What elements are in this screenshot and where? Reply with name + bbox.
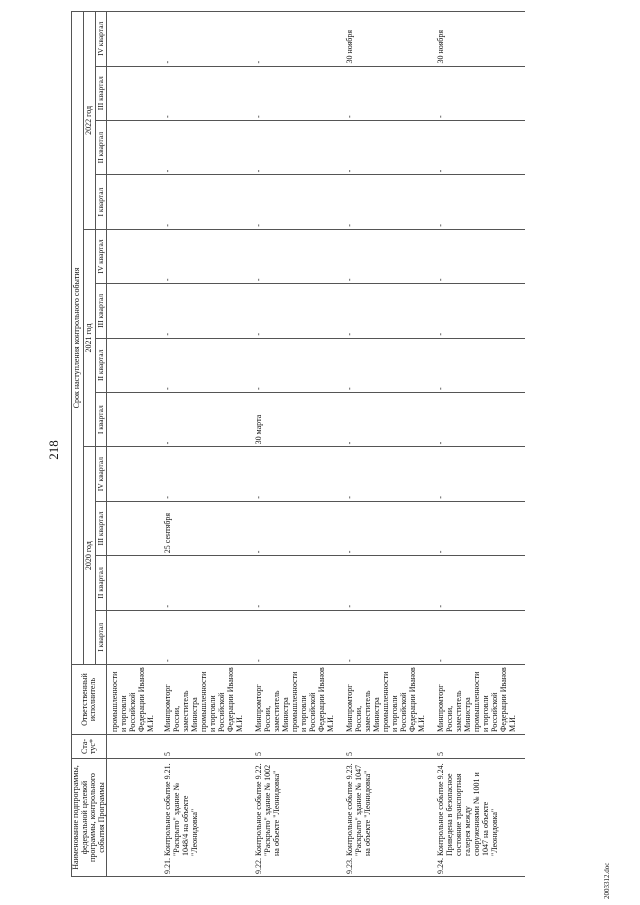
event-status: 5: [252, 735, 343, 759]
quarter-value: -: [161, 229, 252, 283]
quarter-value: -: [252, 447, 343, 501]
header-quarter: IV квартал: [95, 12, 106, 67]
event-name-cell: [161, 759, 252, 877]
quarter-value: -: [434, 501, 525, 555]
quarter-value: 30 марта: [252, 392, 343, 446]
continuation-name: [107, 759, 162, 877]
header-deadline: Срок наступления контрольного события: [72, 12, 84, 665]
event-name: Контрольное событие 9.24. Приведена в безопасное состояние транспортная галерея между сооружениями № 1001 и 1047 на объекте "Леонидовка": [436, 763, 499, 856]
event-name: Контрольное событие 9.23. "Раскрыто" здание № 1047 на объекте "Леонидовка": [345, 763, 372, 856]
quarter-value: -: [343, 556, 434, 610]
quarter-value: -: [252, 610, 343, 664]
quarter-value: -: [161, 610, 252, 664]
event-executor: Минпромторг России, заместитель Министра промышленности и торговли Российской Федерации Иванов М.И.: [434, 665, 525, 735]
quarter-value: -: [343, 120, 434, 174]
event-executor: Минпромторг России, заместитель Министра промышленности и торговли Российской Федерации Иванов М.И.: [252, 665, 343, 735]
quarter-value: -: [343, 447, 434, 501]
header-quarter: I квартал: [95, 392, 106, 446]
event-name: Контрольное событие 9.22. "Раскрыто" здание № 1002 на объекте "Леонидовка": [254, 763, 281, 856]
table-row: [343, 12, 434, 877]
quarter-value: -: [343, 392, 434, 446]
table-row: [252, 12, 343, 877]
quarter-value: 25 сентября: [161, 501, 252, 555]
quarter-value: -: [252, 12, 343, 67]
event-name-cell: [252, 759, 343, 877]
quarter-value: -: [161, 556, 252, 610]
quarter-value: -: [161, 392, 252, 446]
quarter-value: -: [161, 120, 252, 174]
quarter-value: -: [434, 556, 525, 610]
header-quarter: III квартал: [95, 66, 106, 120]
continuation-executor: промышленности и торговли Российской Федерации Иванов М.И.: [107, 665, 162, 735]
quarter-value: -: [161, 338, 252, 392]
header-name: Наименование подпрограммы, федеральной целевой программы, контрольного события Программы: [72, 759, 107, 877]
quarter-value: -: [434, 447, 525, 501]
header-year-2022: 2022 год: [83, 12, 95, 230]
quarter-value: -: [161, 284, 252, 338]
header-status: Ста-тус*: [72, 735, 107, 759]
table-row: [434, 12, 525, 877]
event-number: 9.22.: [254, 858, 263, 874]
header-quarter: III квартал: [95, 284, 106, 338]
quarter-value: -: [343, 229, 434, 283]
quarter-value: -: [343, 338, 434, 392]
header-quarter: II квартал: [95, 338, 106, 392]
quarter-value: -: [343, 175, 434, 229]
header-quarter: I квартал: [95, 175, 106, 229]
quarter-value: -: [161, 447, 252, 501]
event-status: 5: [161, 735, 252, 759]
quarter-value: -: [252, 338, 343, 392]
event-name: Контрольное событие 9.21. "Раскрыто" здание № 1048/4 на объекте "Леонидовка": [163, 763, 199, 856]
quarter-value: -: [252, 175, 343, 229]
continuation-status: [107, 735, 162, 759]
control-events-table: [71, 11, 525, 877]
header-year-2020: 2020 год: [83, 447, 95, 665]
quarter-value: -: [434, 66, 525, 120]
quarter-value: -: [434, 175, 525, 229]
quarter-value: -: [252, 66, 343, 120]
event-number: 9.24.: [436, 858, 445, 874]
quarter-value: -: [343, 501, 434, 555]
continuation-row: [107, 12, 162, 877]
event-name-cell: [343, 759, 434, 877]
quarter-value: -: [252, 120, 343, 174]
quarter-value: -: [252, 501, 343, 555]
event-number: 9.21.: [163, 858, 172, 874]
page-number: 218: [46, 440, 61, 460]
event-executor: Минпромторг России, заместитель Министра промышленности и торговли Российской Федерации Иванов М.И.: [161, 665, 252, 735]
header-quarter: II квартал: [95, 120, 106, 174]
quarter-value: 30 ноября: [434, 12, 525, 67]
quarter-value: 30 ноября: [343, 12, 434, 67]
footer-filename: 2003312.doc: [603, 862, 611, 899]
quarter-value: -: [161, 175, 252, 229]
quarter-value: -: [252, 556, 343, 610]
event-number: 9.23.: [345, 858, 354, 874]
quarter-value: -: [161, 66, 252, 120]
quarter-value: -: [343, 610, 434, 664]
event-executor: Минпромторг России, заместитель Министра промышленности и торговли Российской Федерации Иванов М.И.: [343, 665, 434, 735]
header-quarter: III квартал: [95, 501, 106, 555]
event-status: 5: [434, 735, 525, 759]
quarter-value: -: [252, 284, 343, 338]
quarter-value: -: [343, 66, 434, 120]
quarter-value: -: [343, 284, 434, 338]
header-year-2021: 2021 год: [83, 229, 95, 447]
quarter-value: -: [434, 392, 525, 446]
header-quarter: I квартал: [95, 610, 106, 664]
quarter-value: -: [252, 229, 343, 283]
header-quarter: IV квартал: [95, 229, 106, 283]
header-executor: Ответственный исполнитель: [72, 665, 107, 735]
quarter-value: -: [434, 229, 525, 283]
event-name-cell: [434, 759, 525, 877]
quarter-value: -: [434, 610, 525, 664]
quarter-value: -: [434, 284, 525, 338]
table-row: [161, 12, 252, 877]
quarter-value: -: [434, 120, 525, 174]
quarter-value: -: [434, 338, 525, 392]
header-quarter: IV квартал: [95, 447, 106, 501]
header-quarter: II квартал: [95, 556, 106, 610]
event-status: 5: [343, 735, 434, 759]
quarter-value: -: [161, 12, 252, 67]
